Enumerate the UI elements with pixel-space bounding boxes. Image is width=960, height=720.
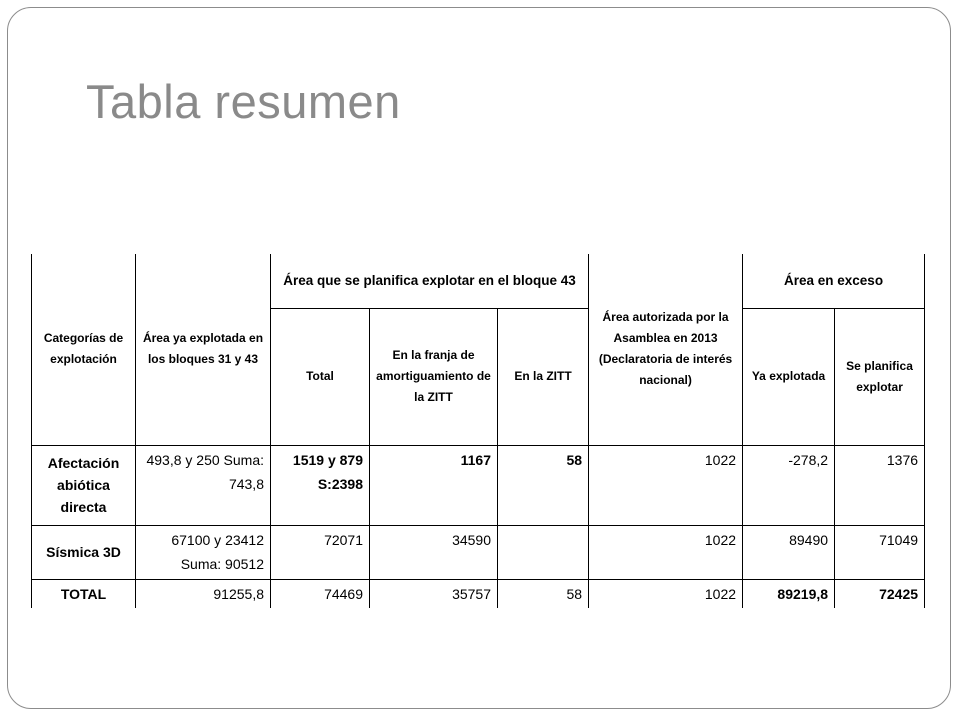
header-se-planifica: Se planifica explotar: [835, 308, 925, 445]
table-row: [32, 445, 925, 525]
cell-se-planifica: 72425: [835, 579, 925, 608]
cell-area-ya: 493,8 y 250 Suma: 743,8: [136, 445, 271, 525]
row-category: TOTAL: [32, 579, 136, 608]
cell-zitt: [498, 525, 589, 579]
header-total: Total: [271, 308, 370, 445]
cell-zitt: 58: [498, 445, 589, 525]
cell-se-planifica: 71049: [835, 525, 925, 579]
cell-franja: 35757: [370, 579, 498, 608]
cell-ya-explotada: -278,2: [743, 445, 835, 525]
header-ya-explotada: Ya explotada: [743, 308, 835, 445]
table-row: [32, 579, 925, 608]
cell-franja: 1167: [370, 445, 498, 525]
cell-total: 1519 y 879 S:2398: [271, 445, 370, 525]
cell-autorizada: 1022: [589, 579, 743, 608]
cell-total: 74469: [271, 579, 370, 608]
header-area-autorizada: Área autorizada por la Asamblea en 2013 (Declaratoria de interés nacional): [589, 254, 743, 445]
table-row: [32, 525, 925, 579]
row-category: Sísmica 3D: [32, 525, 136, 579]
header-area-exceso: Área en exceso: [743, 254, 925, 308]
header-zitt: En la ZITT: [498, 308, 589, 445]
cell-autorizada: 1022: [589, 445, 743, 525]
cell-zitt: 58: [498, 579, 589, 608]
cell-ya-explotada: 89219,8: [743, 579, 835, 608]
cell-autorizada: 1022: [589, 525, 743, 579]
cell-area-ya: 91255,8: [136, 579, 271, 608]
header-row-1: [32, 254, 925, 308]
header-area-planifica: Área que se planifica explotar en el bloque 43: [271, 254, 589, 308]
row-category: Afectación abiótica directa: [32, 445, 136, 525]
slide-title: Tabla resumen: [86, 75, 401, 128]
cell-se-planifica: 1376: [835, 445, 925, 525]
summary-table: [31, 254, 925, 608]
cell-franja: 34590: [370, 525, 498, 579]
header-categorias: Categorías de explotación: [32, 254, 136, 445]
header-franja: En la franja de amortiguamiento de la ZITT: [370, 308, 498, 445]
cell-total: 72071: [271, 525, 370, 579]
cell-ya-explotada: 89490: [743, 525, 835, 579]
header-area-ya: Área ya explotada en los bloques 31 y 43: [136, 254, 271, 445]
cell-area-ya: 67100 y 23412 Suma: 90512: [136, 525, 271, 579]
